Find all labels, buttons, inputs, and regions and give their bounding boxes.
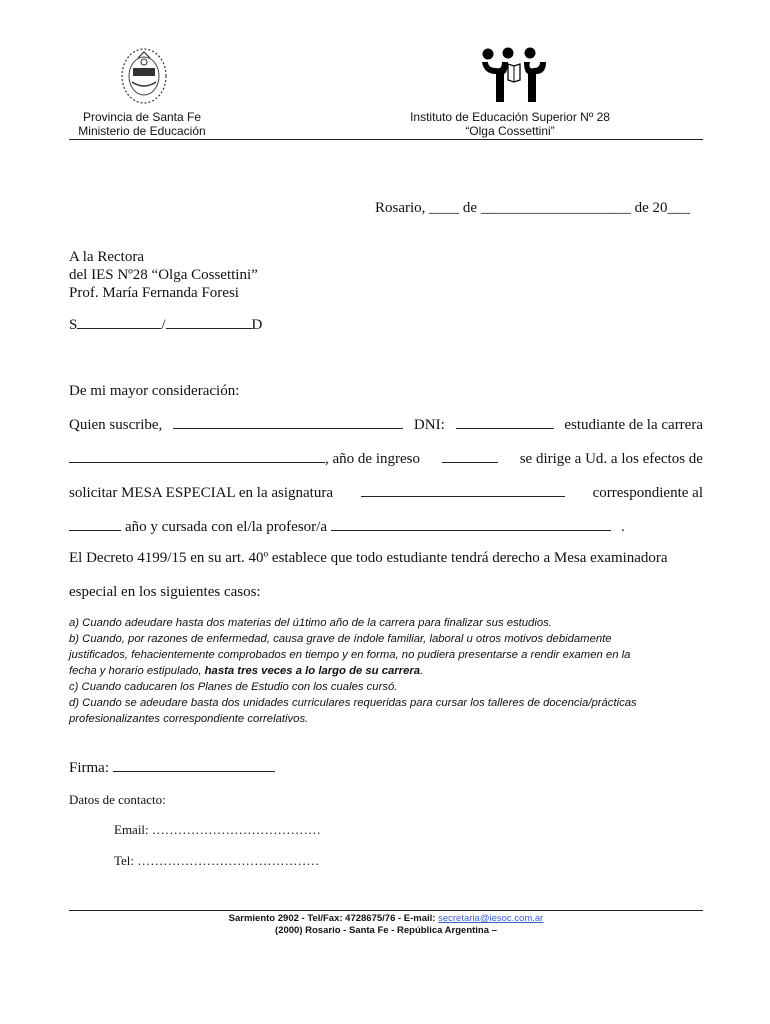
body-r3-a: solicitar MESA ESPECIAL en la asignatura	[69, 485, 333, 501]
case-b-line3	[69, 663, 709, 679]
case-c: c) Cuando caducaren los Planes de Estudio con los cuales cursó.	[69, 681, 398, 693]
greeting: De mi mayor consideración:	[69, 383, 240, 399]
tel-label: Tel:	[114, 853, 135, 868]
tel-field[interactable]: ……………………………………	[137, 853, 320, 868]
day-blank[interactable]: ____	[429, 200, 460, 216]
month-blank[interactable]: ____________________	[480, 200, 631, 216]
entry-year-field[interactable]	[442, 449, 498, 463]
professor-field[interactable]	[331, 517, 611, 531]
header-ministry	[62, 110, 222, 138]
body-r1-b: DNI:	[413, 417, 445, 433]
body-r1-a: Quien suscribe,	[69, 417, 163, 433]
date-de-year: de 20	[634, 200, 668, 216]
date-de: de	[462, 200, 478, 216]
addressee-line3: Prof. María Fernanda Foresi	[69, 285, 239, 301]
case-b-line2: justificados, fehacientemente comprobados en tiempo y en forma, no pudiera presentarse a rendir examen en la	[69, 649, 631, 661]
footer	[69, 913, 703, 937]
email-field[interactable]: …………………………………	[151, 822, 321, 837]
course-year-field[interactable]	[69, 517, 121, 531]
sd-blank-2	[166, 315, 252, 329]
case-d-line1: d) Cuando se adeudare basta dos unidades curriculares requeridas para cursar los talleres de docencia/prácticas	[69, 697, 637, 709]
case-d-line2: profesionalizantes correspondiente correlativos.	[69, 713, 309, 725]
sd-blank-1	[77, 315, 161, 329]
footer-divider	[69, 910, 703, 911]
footer-line2: (2000) Rosario - Santa Fe - República Argentina –	[275, 925, 497, 936]
body-r4-b: .	[621, 519, 625, 535]
body-row-5	[69, 549, 703, 567]
footer-address: Sarmiento 2902 - Tel/Fax: 4728675/76 - E-mail:	[228, 913, 436, 924]
date-line	[375, 199, 705, 217]
sd-line	[69, 315, 262, 334]
addressee-line2: del IES Nº28 “Olga Cossettini”	[69, 267, 258, 283]
tel-line	[114, 853, 319, 869]
header-province: Provincia de Santa Fe	[82, 110, 202, 124]
career-group	[69, 449, 420, 468]
body-r2-b: se dirige a Ud. a los efectos de	[519, 451, 703, 467]
case-b-post: .	[420, 665, 424, 677]
body-r3-b: correspondiente al	[592, 485, 703, 501]
header-institute-name: Instituto de Educación Superior Nº 28	[410, 110, 610, 124]
header-divider	[69, 139, 703, 140]
case-b-bold: hasta tres veces a lo largo de su carrera	[204, 665, 421, 677]
body-row-6	[69, 583, 703, 601]
dni-field[interactable]	[456, 415, 554, 429]
body-row-1	[69, 415, 703, 434]
signature-field[interactable]	[113, 758, 275, 772]
body-r4-a: año y cursada con el/la profesor/a	[125, 519, 327, 535]
body-row-2	[69, 449, 703, 468]
case-b-line1: b) Cuando, por razones de enfermedad, causa grave de índole familiar, laboral u otros motivos debidamente	[69, 633, 612, 645]
sd-d: D	[251, 317, 263, 333]
signature-line	[69, 758, 275, 777]
institute-logo-icon	[478, 44, 550, 108]
email-label: Email:	[114, 822, 149, 837]
footer-line1	[69, 913, 703, 925]
provincial-seal-icon	[118, 44, 170, 106]
name-field[interactable]	[173, 415, 403, 429]
body-r5: El Decreto 4199/15 en su art. 40º establece que todo estudiante tendrá derecho a Mesa examinadora	[69, 550, 668, 566]
year-blank[interactable]: ___	[667, 200, 691, 216]
case-a: a) Cuando adeudare hasta dos materias del ú1timo año de la carrera para finalizar sus estudios.	[69, 617, 552, 629]
header-institute	[395, 110, 625, 138]
email-line	[114, 822, 321, 838]
body-row-3	[69, 483, 703, 502]
cases-list	[69, 615, 709, 727]
date-prefix: Rosario,	[375, 200, 426, 216]
addressee-block	[69, 248, 258, 302]
header-institute-subtitle: “Olga Cossettini”	[465, 124, 555, 138]
firma-label: Firma:	[69, 760, 109, 776]
body-r6: especial en los siguientes casos:	[69, 584, 261, 600]
footer-email-link[interactable]: secretaria@iesoc.com.ar	[438, 913, 544, 924]
case-b-pre: fecha y horario estipulado,	[69, 665, 202, 677]
addressee-line1: A la Rectora	[69, 249, 144, 265]
body-r1-c: estudiante de la carrera	[564, 417, 703, 433]
header-ministry-name: Ministerio de Educación	[78, 124, 206, 138]
sd-s: S	[69, 317, 78, 333]
body-row-4	[69, 517, 703, 536]
career-field[interactable]	[69, 449, 325, 463]
body-r2-a: , año de ingreso	[325, 451, 420, 467]
contact-label: Datos de contacto:	[69, 792, 166, 807]
subject-field[interactable]	[361, 483, 565, 497]
sd-slash: /	[161, 317, 166, 333]
